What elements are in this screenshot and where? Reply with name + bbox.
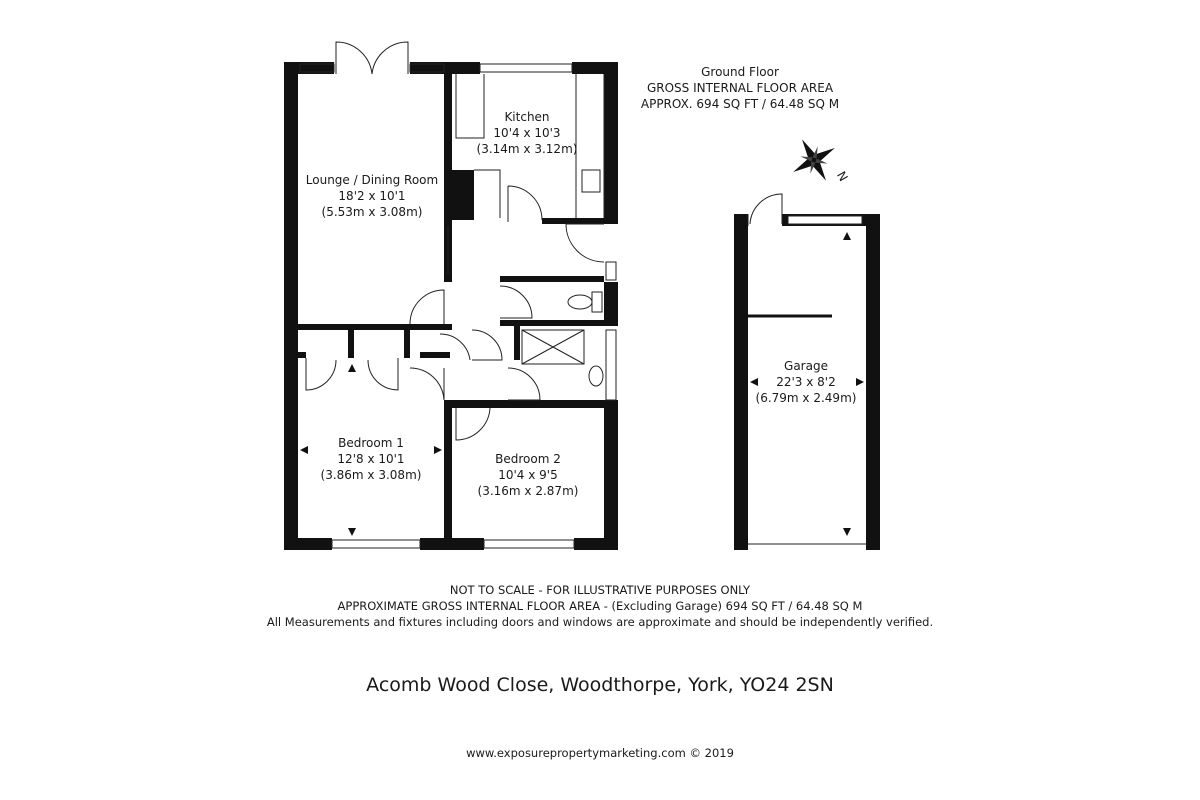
kitchen-imperial: 10'4 x 10'3 bbox=[493, 126, 561, 140]
kitchen-chimney-block bbox=[452, 170, 474, 220]
basin bbox=[589, 366, 603, 386]
shower-cross bbox=[522, 330, 584, 364]
bedroom2-metric: (3.16m x 2.87m) bbox=[477, 484, 579, 498]
window-kitchen bbox=[480, 64, 572, 72]
door-bath-2 bbox=[508, 368, 540, 400]
wall-bath-top bbox=[500, 320, 618, 326]
bedroom2-name: Bedroom 2 bbox=[495, 452, 561, 466]
arrow-garage-bottom bbox=[843, 528, 851, 536]
garage-wall-right bbox=[866, 214, 880, 550]
room-labels bbox=[306, 110, 857, 498]
wall-bottom-left bbox=[284, 538, 332, 550]
disclaimer-line3: All Measurements and fixtures including doors and windows are approximate and should be independently verified. bbox=[266, 615, 934, 629]
wall-right-upper bbox=[604, 62, 618, 224]
garage-name: Garage bbox=[784, 359, 828, 373]
garage-side-door bbox=[748, 194, 782, 226]
wall-kitchen-divider bbox=[444, 62, 452, 222]
wall-bath-left bbox=[514, 326, 520, 360]
kitchen-name: Kitchen bbox=[504, 110, 550, 124]
window-bath bbox=[606, 330, 616, 400]
french-door-left bbox=[336, 42, 372, 74]
floor-area-line2: APPROX. 694 SQ FT / 64.48 SQ M bbox=[640, 97, 840, 111]
arrow-bed1-top bbox=[348, 364, 356, 372]
wall-hall-top bbox=[500, 276, 604, 282]
door-bedroom2 bbox=[456, 408, 490, 440]
wardrobe-door-2 bbox=[368, 358, 398, 390]
wall-cupboard bbox=[420, 352, 450, 358]
lounge-name: Lounge / Dining Room bbox=[305, 173, 439, 187]
floor-area-info bbox=[630, 64, 850, 112]
door-wc bbox=[500, 286, 532, 318]
property-address: Acomb Wood Close, Woodthorpe, York, YO24 2SN bbox=[366, 674, 834, 696]
doors bbox=[306, 42, 604, 440]
wall-bed1-top bbox=[298, 352, 306, 358]
footer-credit: www.exposurepropertymarketing.com © 2019 bbox=[466, 746, 734, 760]
arrow-garage-top bbox=[843, 232, 851, 240]
garage-wall-left bbox=[734, 214, 748, 550]
wall-right-lower bbox=[604, 406, 618, 550]
compass-north-letter: N bbox=[833, 169, 851, 184]
wall-kitchen-bottom bbox=[542, 218, 618, 224]
toilet-cistern bbox=[592, 292, 602, 312]
floor-title: Ground Floor bbox=[701, 65, 779, 79]
arrow-garage-left bbox=[750, 378, 758, 386]
lounge-metric: (5.53m x 3.08m) bbox=[321, 205, 423, 219]
window-bedroom1 bbox=[332, 540, 420, 548]
wardrobe-door-1 bbox=[306, 358, 336, 390]
wall-lounge-bottom bbox=[284, 324, 452, 330]
bedroom2-imperial: 10'4 x 9'5 bbox=[498, 468, 558, 482]
door-bath bbox=[472, 330, 502, 360]
wall-bath-right bbox=[604, 282, 618, 322]
wall-wardrobe-2 bbox=[404, 330, 410, 358]
disclaimer bbox=[0, 582, 1200, 630]
lounge-imperial: 18'2 x 10'1 bbox=[338, 189, 406, 203]
disclaimer-line1: NOT TO SCALE - FOR ILLUSTRATIVE PURPOSES ONLY bbox=[449, 583, 751, 597]
disclaimer-line2: APPROXIMATE GROSS INTERNAL FLOOR AREA - (Excluding Garage) 694 SQ FT / 64.48 SQ M bbox=[337, 599, 863, 613]
arrow-garage-right bbox=[856, 378, 864, 386]
wall-wardrobe-1 bbox=[348, 330, 354, 358]
wall-left bbox=[284, 62, 298, 550]
kitchen-sink bbox=[582, 170, 600, 192]
french-door-right bbox=[372, 42, 408, 74]
floor-area-line1: GROSS INTERNAL FLOOR AREA bbox=[646, 81, 834, 95]
toilet bbox=[568, 295, 592, 309]
bedroom1-name: Bedroom 1 bbox=[338, 436, 404, 450]
bedroom1-imperial: 12'8 x 10'1 bbox=[337, 452, 405, 466]
door-kitchen bbox=[508, 186, 542, 222]
wall-bed-divider bbox=[444, 400, 452, 550]
door-front bbox=[566, 224, 604, 262]
garage-wall-top bbox=[734, 214, 748, 226]
window-hall bbox=[606, 262, 616, 280]
wall-bed-top bbox=[444, 400, 618, 408]
garage-imperial: 22'3 x 8'2 bbox=[776, 375, 836, 389]
compass bbox=[781, 127, 847, 193]
arrow-bed1-bottom bbox=[348, 528, 356, 536]
kitchen-metric: (3.14m x 3.12m) bbox=[476, 142, 578, 156]
door-lounge bbox=[410, 290, 444, 324]
arrow-bed1-right bbox=[434, 446, 442, 454]
bedroom1-metric: (3.86m x 3.08m) bbox=[320, 468, 422, 482]
garage-metric: (6.79m x 2.49m) bbox=[755, 391, 857, 405]
garage-window bbox=[788, 216, 862, 224]
door-bedroom1 bbox=[410, 368, 444, 400]
arrow-bed1-left bbox=[300, 446, 308, 454]
window-bedroom2 bbox=[484, 540, 574, 548]
